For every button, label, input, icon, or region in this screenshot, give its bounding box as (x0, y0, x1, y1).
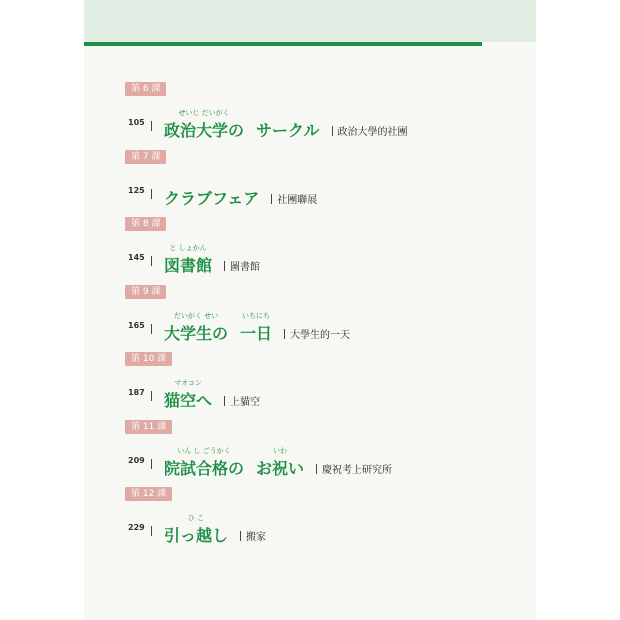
lesson-number-tag: 第 7 課 (125, 150, 166, 164)
title-segment (164, 513, 228, 546)
title-text: 一日 (240, 324, 273, 343)
title-text: お祝い (256, 459, 305, 478)
title-segment (164, 176, 259, 209)
separator (224, 261, 225, 271)
lesson-number-tag: 第 11 課 (125, 420, 172, 434)
chinese-title (240, 528, 266, 543)
title-segment (164, 378, 212, 411)
separator (284, 329, 285, 339)
title-text: クラブフェア (164, 189, 260, 208)
title-text: 引っ越し (164, 526, 229, 545)
furigana: いちにち (242, 312, 271, 320)
chinese-title (224, 393, 260, 408)
separator (151, 256, 152, 266)
separator (151, 121, 152, 131)
header-band (84, 0, 536, 42)
separator (151, 391, 152, 401)
furigana: マオコン (174, 379, 202, 387)
title-text: 大学生の (164, 324, 229, 343)
toc-row (122, 243, 522, 277)
japanese-title (164, 176, 317, 210)
title-text: 政治大学の (164, 121, 245, 140)
japanese-title (164, 378, 260, 412)
chinese-title-text: 社團聯展 (277, 195, 318, 206)
japanese-title (164, 311, 350, 345)
chinese-title (224, 258, 260, 273)
lesson-number-tag: 第 12 課 (125, 487, 172, 501)
japanese-title (164, 243, 260, 277)
toc-row (122, 378, 522, 412)
title-text: 院試合格の (164, 459, 245, 478)
lesson-number-tag: 第 8 課 (125, 217, 166, 231)
page-number: 145 (128, 253, 145, 262)
chinese-title-text: 圖書館 (230, 262, 261, 273)
separator (151, 459, 152, 469)
furigana: いん し ごうかく (177, 447, 231, 455)
separator (224, 396, 225, 406)
separator (240, 531, 241, 541)
separator (151, 189, 152, 199)
page-number: 229 (128, 523, 145, 532)
chinese-title (316, 461, 392, 476)
chinese-title-text: 政治大學的社團 (337, 127, 408, 138)
title-segment (164, 243, 212, 276)
furigana: ひ こ (187, 514, 205, 522)
title-text: サークル (256, 121, 320, 140)
page-number: 125 (128, 186, 145, 195)
toc-row (122, 176, 522, 210)
furigana: と しょかん (169, 244, 207, 252)
furigana: いわ (273, 447, 288, 455)
page-number: 105 (128, 118, 145, 127)
separator (332, 126, 333, 136)
title-segment (256, 108, 320, 141)
chinese-title (271, 191, 317, 206)
page-number: 187 (128, 388, 145, 397)
furigana: せいじ だいがく (178, 109, 230, 117)
toc-row (122, 446, 522, 480)
title-segment (256, 446, 304, 479)
toc-row (122, 513, 522, 547)
page-number: 165 (128, 321, 145, 330)
separator (151, 526, 152, 536)
title-segment (240, 311, 272, 344)
chinese-title (284, 326, 350, 341)
furigana: だいがく せい (173, 312, 219, 320)
chinese-title-text: 慶祝考上研究所 (322, 465, 393, 476)
page-number: 209 (128, 456, 145, 465)
title-text: 図書館 (164, 256, 213, 275)
toc-row (122, 108, 522, 142)
toc-page (84, 0, 536, 620)
chinese-title (332, 123, 408, 138)
title-segment (164, 108, 244, 141)
toc-row (122, 311, 522, 345)
title-segment (164, 446, 244, 479)
chinese-title-text: 搬家 (246, 532, 267, 543)
chinese-title-text: 大學生的一天 (290, 330, 351, 341)
lesson-number-tag: 第 6 課 (125, 82, 166, 96)
title-segment (164, 311, 228, 344)
separator (316, 464, 317, 474)
japanese-title (164, 513, 266, 547)
lesson-number-tag: 第 10 課 (125, 352, 172, 366)
header-rule (84, 42, 482, 46)
separator (151, 324, 152, 334)
title-text: 猫空へ (164, 391, 213, 410)
lesson-number-tag: 第 9 課 (125, 285, 166, 299)
separator (271, 194, 272, 204)
japanese-title (164, 446, 392, 480)
japanese-title (164, 108, 408, 142)
chinese-title-text: 上貓空 (230, 397, 261, 408)
